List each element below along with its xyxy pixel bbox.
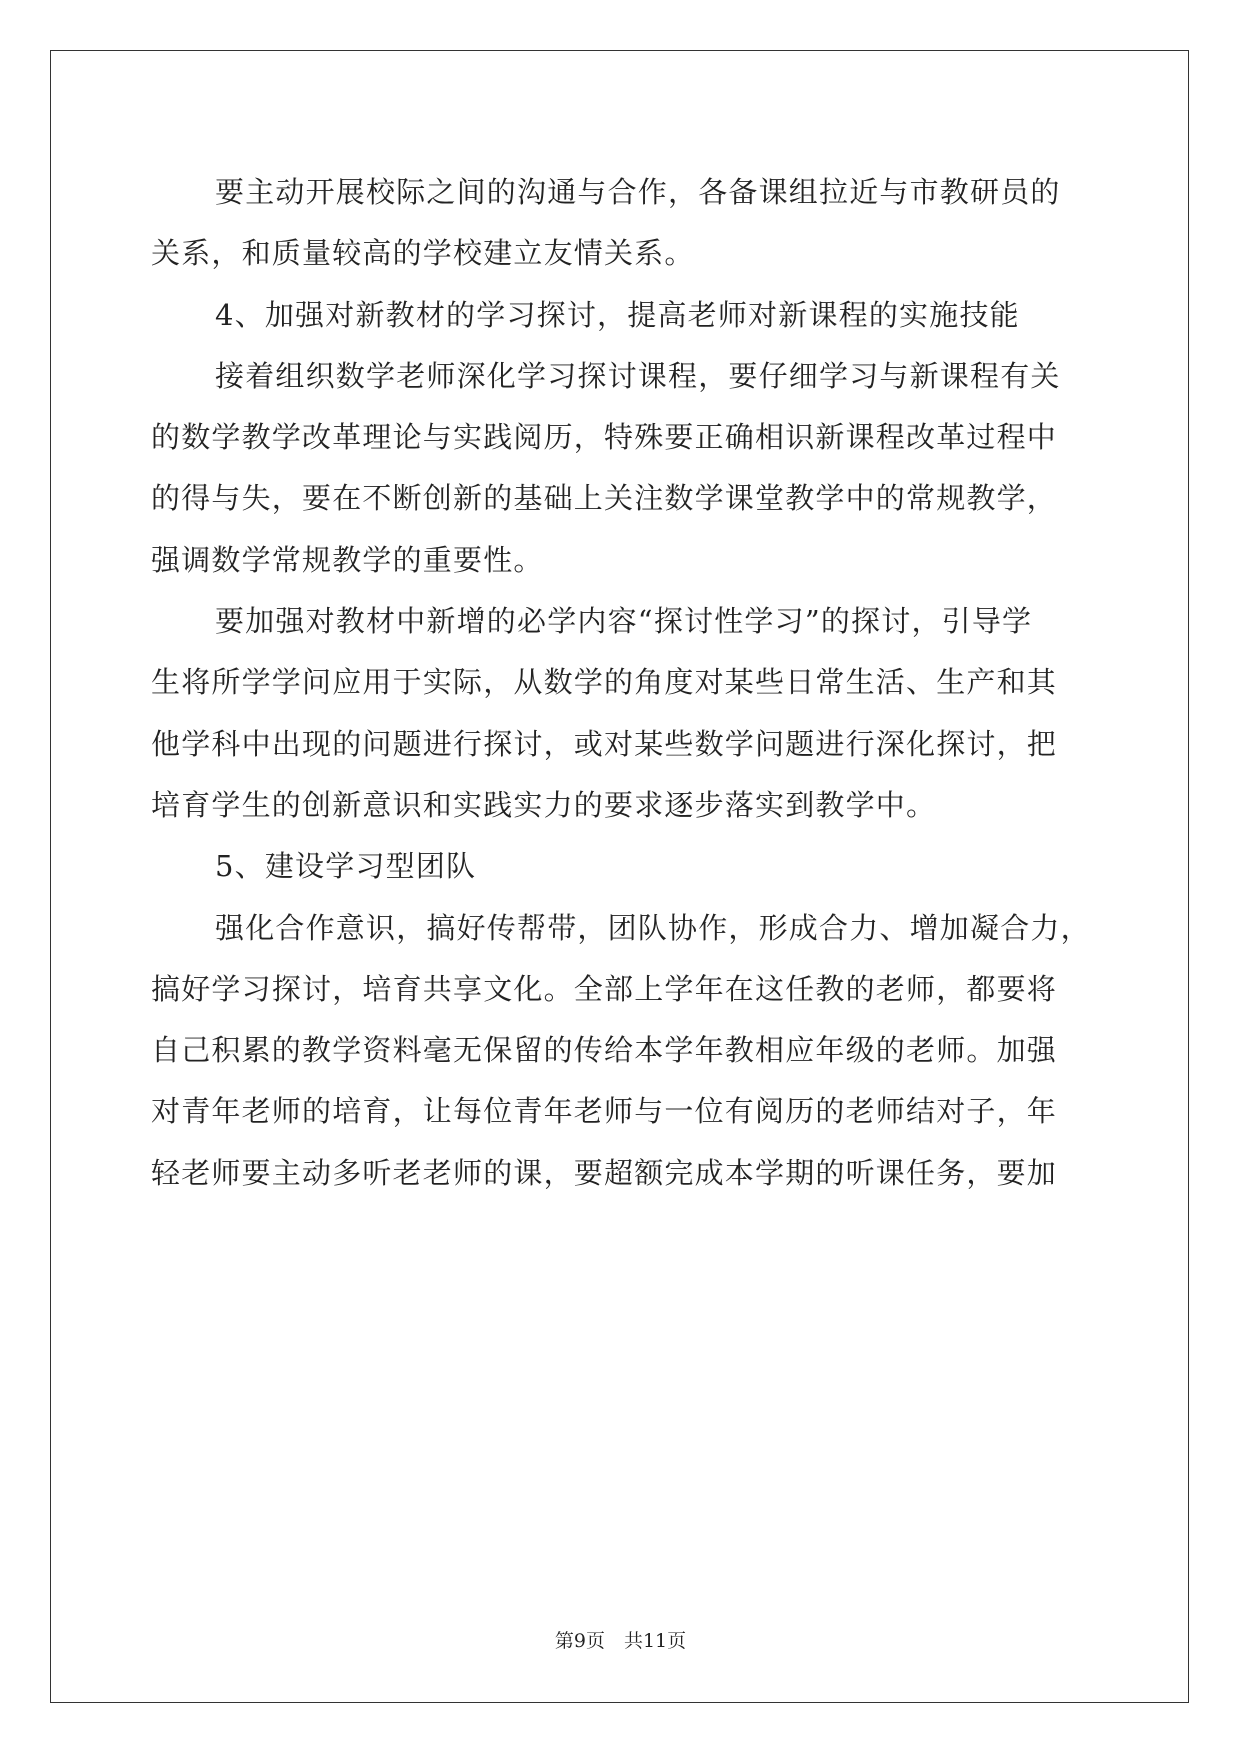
text-line: 关系，和质量较高的学校建立友情关系。 [151, 236, 695, 271]
text-line: 强化合作意识，搞好传帮带，团队协作，形成合力、增加凝合力， [215, 910, 1091, 945]
page-number-footer: 第9页 共11页 [554, 1630, 687, 1652]
text-line: 搞好学习探讨，培育共享文化。全部上学年在这任教的老师，都要将 [151, 971, 1058, 1006]
text-line: 接着组织数学老师深化学习探讨课程，要仔细学习与新课程有关 [215, 358, 1061, 393]
text-line: 轻老师要主动多听老老师的课，要超额完成本学期的听课任务，要加 [151, 1155, 1058, 1190]
text-line: 他学科中出现的问题进行探讨，或对某些数学问题进行深化探讨，把 [151, 726, 1058, 761]
text-line: 要加强对教材中新增的必学内容“探讨性学习”的探讨，引导学 [215, 604, 1033, 639]
document-body [151, 162, 1091, 1204]
text-line: 自己积累的教学资料毫无保留的传给本学年教相应年级的老师。加强 [151, 1033, 1058, 1068]
text-line: 强调数学常规教学的重要性。 [151, 542, 544, 577]
text-line: 对青年老师的培育，让每位青年老师与一位有阅历的老师结对子，年 [151, 1094, 1058, 1129]
text-line: 生将所学学问应用于实际，从数学的角度对某些日常生活、生产和其 [151, 665, 1058, 700]
text-line: 的得与失，要在不断创新的基础上关注数学课堂教学中的常规教学， [151, 481, 1058, 516]
text-line: 要主动开展校际之间的沟通与合作，各备课组拉近与市教研员的 [215, 175, 1061, 209]
text-line: 4、加强对新教材的学习探讨，提高老师对新课程的实施技能 [215, 297, 1020, 332]
text-line: 5、建设学习型团队 [215, 849, 477, 884]
text-line: 的数学教学改革理论与实践阅历，特殊要正确相识新课程改革过程中 [151, 420, 1058, 455]
text-line: 培育学生的创新意识和实践实力的要求逐步落实到教学中。 [151, 787, 937, 822]
